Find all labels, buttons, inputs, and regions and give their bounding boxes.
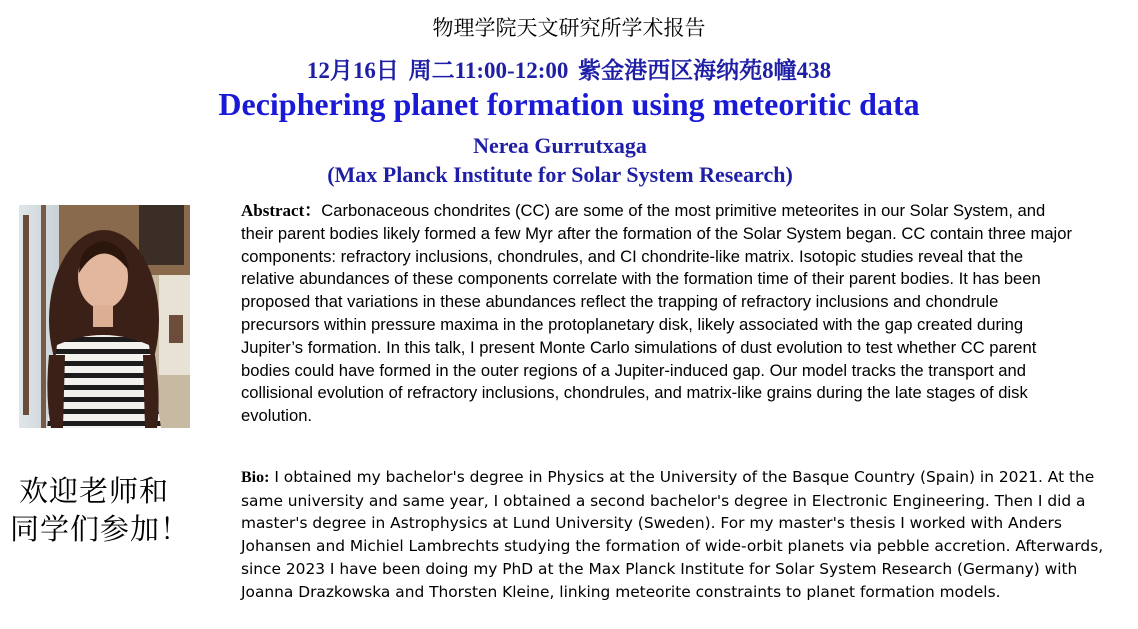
welcome-message <box>10 472 200 548</box>
date-time-location: 12月16日 周二11:00-12:00 紫金港西区海纳苑8幢438 <box>306 58 832 83</box>
speaker-institution: (Max Planck Institute for Solar System Research) <box>327 162 793 187</box>
bio-text: I obtained my bachelor's degree in Physics at the University of the Basque Country (Spain) in 2021. At the same university and same year, I obtained a second bachelor's degree in Electronic Engineering. Then I did a master's degree in Astrophysics at Lund University (Sweden). For my master's thesis I worked with Anders Johansen and Michiel Lambrechts studying the formation of wide-orbit planets via pebble accretion. Afterwards, since 2023 I have been doing my PhD at the Max Planck Institute for Solar System Research (Germany) with Joanna Drazkowska and Thorsten Kleine, linking meteorite constraints to planet formation models. <box>241 468 1104 601</box>
speaker-portrait-image <box>19 205 190 428</box>
bio-paragraph <box>241 466 1121 603</box>
abstract-text: Carbonaceous chondrites (CC) are some of the most primitive meteorites in our Solar System, and their parent bodies likely formed a few Myr after the formation of the Solar System began. CC contain three major components: refractory inclusions, chondrules, and CI chondrite-like matrix. Isotopic studies reveal that the relative abundances of these components correlate with the formation time of their parent bodies. It has been proposed that variations in these abundances reflect the trapping of refractory inclusions and chondrule precursors within pressure maxima in the protoplanetary disk, likely associated with the gap created during Jupiter’s formation. In this talk, I present Monte Carlo simulations of dust evolution to test whether CC parent bodies could have formed in the outer regions of a Jupiter-induced gap. Our model tracks the transport and collisional evolution of refractory inclusions, chondrules, and matrix-like grains during the late stages of disk evolution. <box>241 201 1073 426</box>
bio-label: Bio: <box>241 469 270 486</box>
talk-title: Deciphering planet formation using meteoritic data <box>218 86 920 122</box>
welcome-line-1: 欢迎老师和 <box>19 474 170 508</box>
speaker-name: Nerea Gurrutxaga <box>473 133 647 158</box>
speaker-photo <box>19 205 190 428</box>
organizer-heading: 物理学院天文研究所学术报告 <box>432 16 706 40</box>
abstract-paragraph <box>241 200 1076 428</box>
abstract-label: Abstract： <box>241 201 322 220</box>
welcome-line-2: 同学们参加！ <box>10 512 191 546</box>
